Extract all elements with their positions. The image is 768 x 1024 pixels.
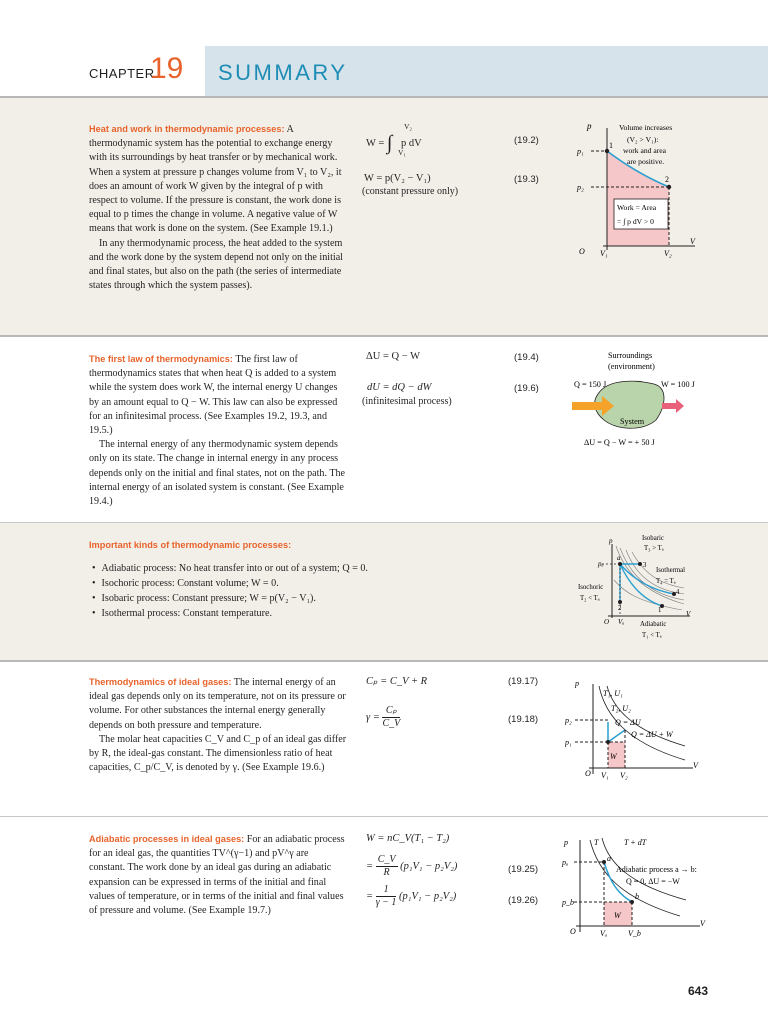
svg-text:(V₂ > V₁):: (V₂ > V₁): — [627, 135, 659, 144]
section-heading: Adiabatic processes in ideal gases: — [89, 834, 245, 844]
section-body-2: In any thermodynamic process, the heat added to the system and the work done by the system depend not only on the initial and final states, but also on the path (the series of intermediate states through which the system passes). — [89, 237, 343, 292]
svg-text:p_b: p_b — [562, 898, 574, 907]
section-heading: Important kinds of thermodynamic processes: — [89, 540, 292, 550]
divider — [0, 96, 768, 98]
work-arrow — [662, 399, 684, 413]
page-title: SUMMARY — [218, 60, 348, 85]
equation-19-25: = $\frac{C\_V}{R}$ (p₁V₁ − p₂V₂) — [366, 854, 458, 878]
list-item: • Adiabatic process: No heat transfer into or out of a system; Q = 0. — [92, 561, 368, 576]
adiabatic-figure — [560, 832, 720, 942]
process-list — [92, 561, 368, 621]
pv-work-area-figure — [565, 118, 705, 268]
page-number: 643 — [688, 984, 709, 998]
svg-text:p₁: p₁ — [577, 147, 584, 156]
svg-text:Adiabatic process a → b:: Adiabatic process a → b: — [616, 865, 697, 874]
svg-text:Q = 150 J: Q = 150 J — [574, 380, 607, 389]
svg-text:O: O — [585, 769, 591, 778]
equation-note: (infinitesimal process) — [362, 396, 452, 407]
svg-text:pₐ: pₐ — [598, 560, 604, 568]
equation-19-4: ΔU = Q − W — [366, 351, 420, 362]
svg-text:work and area: work and area — [623, 146, 667, 155]
section-body: A thermodynamic system has the potential to exchange energy with its surroundings by heat transfer or by mechanical work. When a system at pressure p changes volume from V₁ to V₂, it does an amount of work W given by the integral of p with respect to volume. If the pressure is constant, the work done is equal to p times the change in volume. A negative value of W means that work is done on the system. (See Example 19.1.) — [89, 124, 342, 235]
svg-text:V: V — [700, 919, 705, 928]
svg-text:Q = ΔU: Q = ΔU — [615, 718, 641, 727]
svg-text:V: V — [693, 761, 698, 770]
equation-note: (constant pressure only) — [362, 186, 459, 197]
equation-number: (19.3) — [514, 174, 539, 185]
section-body-2: The molar heat capacities C_V and C_p of an ideal gas differ by R, the ideal-gas constant. The dimensionless ratio of heat capacities, C_p/C_V, is denoted by γ. (See Example 19.6.) — [89, 733, 347, 774]
svg-text:p: p — [587, 121, 592, 131]
equation-number: (19.18) — [508, 714, 539, 725]
svg-text:p₁: p₁ — [565, 738, 572, 747]
svg-text:2: 2 — [618, 605, 622, 612]
section-ideal-gases-text — [89, 675, 347, 775]
point-3 — [638, 562, 642, 566]
svg-text:Isochoric: Isochoric — [578, 584, 604, 591]
process-types-figure — [572, 530, 722, 652]
first-law-figure — [568, 346, 718, 454]
svg-text:(environment): (environment) — [608, 362, 655, 371]
svg-text:Q = ΔU + W: Q = ΔU + W — [631, 730, 673, 739]
svg-text:Isobaric: Isobaric — [642, 535, 664, 542]
svg-text:4: 4 — [676, 589, 680, 596]
section-heading: Heat and work in thermodynamic processes: — [89, 124, 285, 134]
svg-text:V_b: V_b — [628, 929, 641, 938]
svg-text:O: O — [579, 247, 585, 256]
svg-text:Vₐ: Vₐ — [618, 618, 625, 626]
svg-text:p: p — [575, 679, 579, 688]
svg-text:T₄ = Tₐ: T₄ = Tₐ — [656, 578, 676, 585]
svg-text:W: W — [610, 752, 617, 761]
section-heading: Thermodynamics of ideal gases: — [89, 677, 232, 687]
divider — [0, 816, 768, 817]
svg-text:are positive.: are positive. — [627, 157, 665, 166]
point-2 — [667, 185, 671, 189]
equation-number: (19.26) — [508, 895, 539, 906]
section-first-law-text — [89, 352, 347, 509]
svg-text:T + dT: T + dT — [624, 838, 647, 847]
section-body: The first law of thermodynamics states that when heat Q is added to a system while the system does work W, the internal energy U changes by an amount equal to Q − W. This law can also be expressed for an infinitesimal process. (See Examples 19.2, 19.3, and 19.5.) — [89, 354, 338, 437]
divider — [0, 660, 768, 662]
equation-19-6: dU = dQ − dW — [367, 382, 432, 393]
svg-text:V: V — [686, 610, 691, 618]
svg-text:T₂, U₂: T₂, U₂ — [611, 704, 631, 713]
svg-text:a: a — [607, 854, 611, 863]
svg-text:1: 1 — [609, 141, 613, 150]
point-a — [602, 860, 606, 864]
equation-number: (19.4) — [514, 352, 539, 363]
svg-text:T₁ < Tₐ: T₁ < Tₐ — [642, 632, 662, 639]
svg-text:T₃ > Tₐ: T₃ > Tₐ — [644, 545, 664, 552]
svg-text:Surroundings: Surroundings — [608, 351, 653, 360]
section-body: For an adiabatic process for an ideal gas, the quantities TV^(γ−1) and pV^γ are constant. The work done by an ideal gas during an adiabatic expansion can be expressed in terms of the initial and final values of temperature, or in terms of the initial and final values of pressure and volume. (See Example 19.7.) — [89, 834, 345, 917]
equation-19-17: Cₚ = C_V + R — [366, 676, 428, 687]
divider — [0, 335, 768, 337]
svg-text:Adiabatic: Adiabatic — [640, 621, 667, 628]
svg-text:a: a — [617, 554, 621, 562]
point-2 — [618, 600, 622, 604]
equation-19-24: W = nC_V(T₁ − T₂) — [366, 833, 450, 844]
svg-text:Volume increases: Volume increases — [619, 123, 673, 132]
list-item: • Isothermal process: Constant temperature. — [92, 606, 368, 621]
section-heading: The first law of thermodynamics: — [89, 354, 233, 364]
svg-text:= ∫ p dV > 0: = ∫ p dV > 0 — [617, 217, 654, 226]
svg-text:V₁: V₁ — [601, 771, 609, 780]
svg-text:O: O — [604, 618, 610, 626]
chapter-number: 19 — [150, 52, 184, 85]
svg-text:p₂: p₂ — [565, 716, 572, 725]
section-body-2: The internal energy of any thermodynamic system depends only on its state. The change in internal energy in any process depends only on the initial and final states, not on the path. The internal energy of an isolated system is constant. (See Example 19.4.) — [89, 439, 346, 508]
chapter-label: CHAPTER — [89, 66, 155, 81]
svg-text:V₂: V₂ — [664, 249, 672, 258]
section-processes-text — [89, 538, 389, 553]
equation-number: (19.25) — [508, 864, 539, 875]
svg-text:O: O — [570, 927, 576, 936]
svg-text:T₂ < Tₐ: T₂ < Tₐ — [580, 595, 600, 602]
svg-text:p: p — [564, 838, 568, 847]
svg-text:System: System — [620, 417, 645, 426]
svg-text:V₁: V₁ — [600, 249, 608, 258]
svg-text:ΔU = Q − W = + 50 J: ΔU = Q − W = + 50 J — [584, 438, 655, 447]
svg-text:W: W — [614, 911, 621, 920]
equation-number: (19.2) — [514, 135, 539, 146]
equation-19-26: = $\frac{1}{\gamma - 1}$ (p₁V₁ − p₂V₂) — [366, 884, 457, 908]
list-item: • Isochoric process: Constant volume; W = 0. — [92, 576, 368, 591]
point-b — [630, 900, 634, 904]
svg-text:p₂: p₂ — [577, 183, 584, 192]
equation-number: (19.17) — [508, 676, 539, 687]
svg-text:1: 1 — [658, 607, 662, 614]
equation-19-3: W = p(V₂ − V₁) — [364, 173, 431, 184]
section-adiabatic-text — [89, 832, 347, 918]
svg-text:b: b — [635, 892, 639, 901]
svg-text:Isothermal: Isothermal — [656, 567, 686, 574]
svg-text:W = 100 J: W = 100 J — [661, 380, 695, 389]
svg-text:T: T — [594, 838, 599, 847]
svg-text:V₂: V₂ — [620, 771, 628, 780]
svg-text:Work = Area: Work = Area — [617, 203, 657, 212]
svg-text:2: 2 — [665, 175, 669, 184]
svg-text:Q = 0, ΔU = −W: Q = 0, ΔU = −W — [626, 877, 680, 886]
svg-text:3: 3 — [643, 562, 647, 569]
equation-number: (19.6) — [514, 383, 539, 394]
svg-text:pₐ: pₐ — [562, 858, 569, 867]
section-heat-work-text — [89, 122, 347, 293]
svg-text:p: p — [609, 537, 613, 545]
section-body: The internal energy of an ideal gas depends only on its temperature, not on its pressure or volume. For other substances the internal energy generally depends on both pressure and temperature. — [89, 677, 346, 731]
point-a — [618, 562, 622, 566]
state-point — [606, 740, 610, 744]
ideal-gas-figure — [565, 674, 715, 784]
svg-text:V: V — [690, 237, 695, 246]
isobaric-path — [608, 730, 625, 742]
equation-19-18: γ = $\frac{\text{Cₚ}}{C\_V}$ — [366, 705, 401, 729]
svg-text:Vₐ: Vₐ — [600, 929, 608, 938]
equation-19-2: W = ∫ V₂ V₁ p dV — [366, 122, 422, 157]
svg-text:T₁, U₁: T₁, U₁ — [603, 689, 623, 698]
list-item: • Isobaric process: Constant pressure; W = p(V₂ − V₁). — [92, 591, 368, 606]
